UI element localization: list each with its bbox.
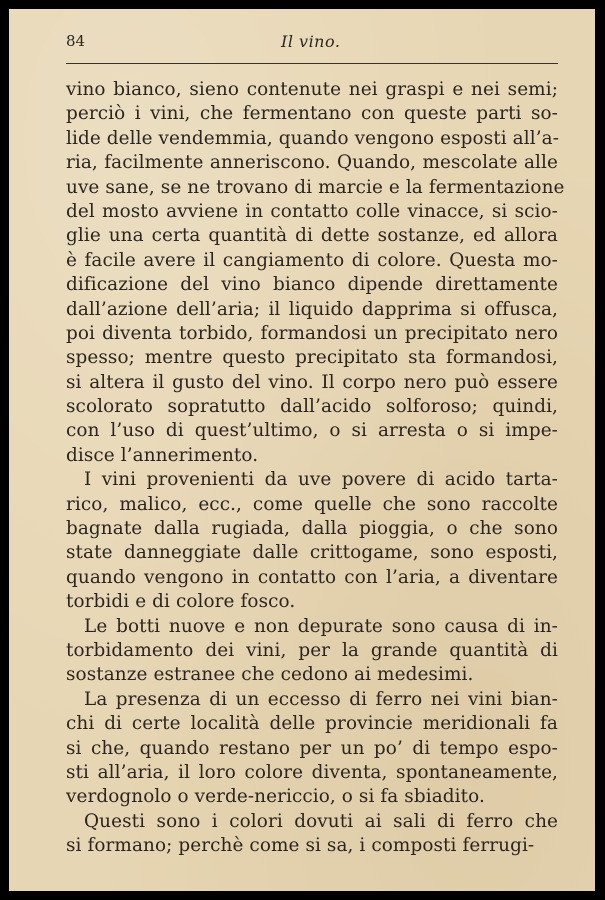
text-line: con l’uso di quest’ultimo, o si arresta o si impe- <box>66 420 558 442</box>
text-line: si formano; perchè come si sa, i composti ferrugi- <box>66 835 535 857</box>
text-line: ria, facilmente anneriscono. Quando, mescolate alle <box>66 152 558 174</box>
text-line: dall’azione dell’aria; il liquido dapprima si offusca, <box>66 298 558 320</box>
paragraph <box>66 615 558 688</box>
text-line: sti all’aria, il loro colore diventa, spontaneamente, <box>66 761 558 783</box>
text-line: Le botti nuove e non depurate sono causa di in- <box>84 615 558 637</box>
text-line: state danneggiate dalle crittogame, sono esposti, <box>66 542 558 564</box>
paragraph <box>66 810 558 859</box>
text-line: lide delle vendemmia, quando vengono esposti all’a- <box>66 127 560 149</box>
body-text <box>66 78 565 859</box>
text-line: si altera il gusto del vino. Il corpo nero può essere <box>66 371 558 393</box>
page-header <box>66 32 556 62</box>
text-line: spesso; mentre questo precipitato sta formandosi, <box>66 347 558 369</box>
header-rule <box>66 63 558 64</box>
text-line: bagnate dalla rugiada, dalla pioggia, o che sono <box>66 518 558 540</box>
text-line: si che, quando restano per un po’ di tempo espo- <box>66 737 558 759</box>
page-number: 84 <box>66 32 86 50</box>
paragraph <box>66 78 565 468</box>
text-line: del mosto avviene in contatto colle vinacce, si scio- <box>66 200 558 222</box>
text-line: I vini provenienti da uve povere di acido tarta- <box>84 469 558 491</box>
paragraph <box>66 688 558 810</box>
text-line: disce l’annerimento. <box>66 444 259 466</box>
text-line: La presenza di un eccesso di ferro nei vini bian- <box>84 688 558 710</box>
text-line: torbidamento dei vini, per la grande quantità di <box>66 639 558 661</box>
text-line: rico, malico, ecc., come quelle che sono raccolte <box>66 493 558 515</box>
paragraph <box>66 468 558 614</box>
text-line: chi di certe località delle provincie meridionali fa <box>66 713 558 735</box>
text-line: scolorato sopratutto dall’acido solforoso; quindi, <box>66 396 558 418</box>
text-line: poi diventa torbido, formandosi un precipitato nero <box>66 322 558 344</box>
text-line: glie una certa quantità di dette sostanze, ed allora <box>66 225 558 247</box>
text-line: vino bianco, sieno contenute nei graspi e nei semi; <box>66 79 558 100</box>
text-line: perciò i vini, che fermentano con queste parti so- <box>66 103 558 125</box>
text-line: uve sane, se ne trovano di marcie e la fermentazione <box>66 176 565 198</box>
text-line: Questi sono i colori dovuti ai sali di ferro che <box>84 810 558 832</box>
text-line: torbidi e di colore fosco. <box>66 591 296 613</box>
text-line: quando vengono in contatto con l’aria, a diventare <box>66 566 558 588</box>
book-page <box>9 9 595 891</box>
text-line: è facile avere il cangiamento di colore. Questa mo- <box>66 249 558 271</box>
running-title: Il vino. <box>281 32 341 51</box>
text-line: sostanze estranee che cedono ai medesimi. <box>66 664 474 686</box>
text-line: dificazione del vino bianco dipende direttamente <box>66 274 558 296</box>
text-line: verdognolo o verde-nericcio, o si fa sbiadito. <box>66 786 485 808</box>
